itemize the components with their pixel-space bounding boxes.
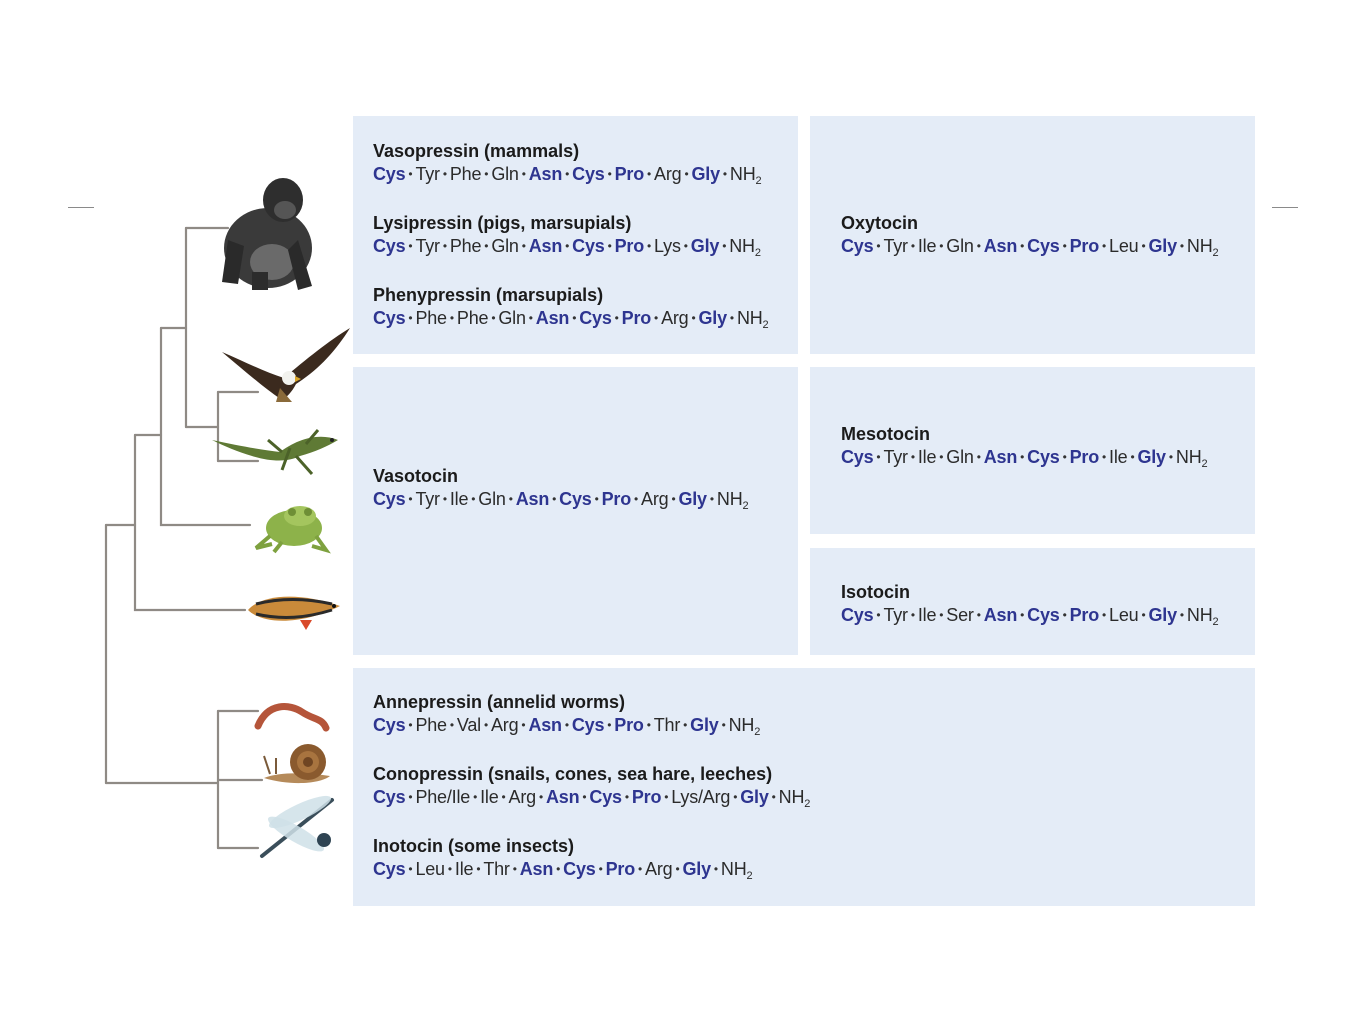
conserved-residue: Cys [1027, 236, 1060, 256]
residue-separator: • [691, 311, 696, 325]
residue-separator: • [521, 718, 526, 732]
lizard-icon [212, 430, 338, 474]
residue-separator: • [607, 167, 612, 181]
variable-residue: Arg [508, 787, 536, 807]
conserved-residue: Pro [631, 787, 662, 807]
residue-separator: • [646, 718, 651, 732]
amide-terminus: $NH_2$ [1186, 605, 1219, 628]
variable-residue: Val [456, 715, 481, 735]
residue-separator: • [713, 862, 718, 876]
residue-separator: • [876, 608, 881, 622]
variable-residue: Ile [449, 489, 469, 509]
conserved-residue: Gly [678, 489, 707, 509]
fish-icon [248, 597, 340, 630]
variable-residue: Ser [946, 605, 974, 625]
residue-separator: • [1130, 450, 1135, 464]
residue-separator: • [722, 239, 727, 253]
residue-separator: • [501, 790, 506, 804]
gorilla-icon [222, 178, 312, 290]
residue-separator: • [976, 239, 981, 253]
conserved-residue: Cys [579, 308, 612, 328]
residue-separator: • [442, 239, 447, 253]
residue-separator: • [521, 167, 526, 181]
conserved-residue: Cys [1027, 447, 1060, 467]
residue-separator: • [647, 167, 652, 181]
residue-separator: • [607, 239, 612, 253]
conserved-residue: Gly [1148, 236, 1177, 256]
variable-residue: Thr [483, 859, 510, 879]
residue-separator: • [647, 239, 652, 253]
dragonfly-icon [262, 790, 334, 857]
variable-residue: Ile [480, 787, 499, 807]
variable-residue: Ile [1109, 447, 1128, 467]
variable-residue: Arg [491, 715, 519, 735]
residue-separator: • [1062, 608, 1067, 622]
residue-separator: • [721, 718, 726, 732]
residue-separator: • [607, 718, 612, 732]
conserved-residue: Cys [373, 308, 406, 328]
residue-separator: • [709, 492, 714, 506]
residue-separator: • [473, 790, 478, 804]
residue-separator: • [512, 862, 517, 876]
residue-separator: • [675, 862, 680, 876]
amide-terminus: $NH_2$ [716, 489, 749, 512]
residue-separator: • [483, 718, 488, 732]
residue-separator: • [729, 311, 734, 325]
residue-separator: • [408, 790, 413, 804]
conserved-residue: Cys [373, 715, 406, 735]
conserved-residue: Gly [682, 859, 711, 879]
amide-terminus: $NH_2$ [729, 164, 762, 187]
conserved-residue: Gly [690, 715, 719, 735]
variable-residue: Phe [415, 308, 447, 328]
hormone-title: Oxytocin [841, 213, 919, 233]
residue-separator: • [1179, 608, 1184, 622]
residue-separator: • [939, 608, 944, 622]
residue-separator: • [552, 492, 557, 506]
residue-separator: • [484, 239, 489, 253]
variable-residue: Lys [654, 236, 681, 256]
residue-separator: • [1141, 239, 1146, 253]
conserved-residue: Cys [373, 489, 406, 509]
residue-separator: • [654, 311, 659, 325]
residue-separator: • [624, 790, 629, 804]
residue-separator: • [408, 239, 413, 253]
residue-separator: • [408, 718, 413, 732]
variable-residue: Gln [491, 236, 519, 256]
variable-residue: Ile [454, 859, 474, 879]
residue-separator: • [1062, 239, 1067, 253]
variable-residue: Thr [653, 715, 681, 735]
residue-separator: • [491, 311, 496, 325]
residue-separator: • [683, 239, 688, 253]
residue-separator: • [449, 311, 454, 325]
residue-separator: • [442, 492, 447, 506]
conserved-residue: Pro [1069, 447, 1099, 467]
amide-terminus: $NH_2$ [778, 787, 811, 810]
variable-residue: Leu [415, 859, 445, 879]
conserved-residue: Cys [559, 489, 592, 509]
conserved-residue: Cys [572, 236, 605, 256]
conserved-residue: Pro [621, 308, 652, 328]
residue-separator: • [1020, 239, 1025, 253]
hormone-title: Vasopressin (mammals) [373, 141, 580, 161]
residue-separator: • [408, 167, 413, 181]
residue-separator: • [484, 167, 489, 181]
conserved-residue: Cys [589, 787, 622, 807]
variable-residue: Gln [478, 489, 506, 509]
conserved-residue: Asn [519, 859, 554, 879]
residue-separator: • [449, 718, 454, 732]
residue-separator: • [408, 492, 413, 506]
variable-residue: Leu [1109, 236, 1139, 256]
residue-separator: • [939, 239, 944, 253]
variable-residue: Gln [946, 447, 974, 467]
variable-residue: Ile [917, 605, 937, 625]
residue-separator: • [408, 311, 413, 325]
residue-separator: • [910, 608, 915, 622]
residue-separator: • [614, 311, 619, 325]
conserved-residue: Asn [983, 236, 1018, 256]
conserved-residue: Cys [373, 164, 406, 184]
residue-separator: • [538, 790, 543, 804]
earthworm-icon [258, 707, 326, 728]
residue-separator: • [1168, 450, 1173, 464]
residue-separator: • [722, 167, 727, 181]
tree-branches [106, 228, 262, 848]
amide-terminus: $NH_2$ [1175, 447, 1208, 470]
conserved-residue: Cys [841, 447, 874, 467]
conserved-residue: Asn [528, 164, 563, 184]
conserved-residue: Gly [740, 787, 769, 807]
conserved-residue: Cys [1027, 605, 1060, 625]
conserved-residue: Pro [1069, 236, 1099, 256]
residue-separator: • [733, 790, 738, 804]
conserved-residue: Pro [614, 164, 645, 184]
hormone-title: Inotocin (some insects) [373, 836, 575, 856]
residue-separator: • [910, 450, 915, 464]
hormone-title: Phenypressin (marsupials) [373, 285, 604, 305]
variable-residue: Arg [645, 859, 673, 879]
hormone-title: Conopressin (snails, cones, sea hare, leeches) [373, 764, 773, 784]
conserved-residue: Gly [691, 164, 720, 184]
variable-residue: Tyr [883, 236, 908, 256]
conserved-residue: Asn [515, 489, 550, 509]
residue-separator: • [572, 311, 577, 325]
residue-separator: • [442, 167, 447, 181]
conserved-residue: Gly [698, 308, 727, 328]
residue-separator: • [664, 790, 669, 804]
conserved-residue: Asn [528, 236, 563, 256]
variable-residue: Tyr [415, 236, 440, 256]
residue-separator: • [976, 608, 981, 622]
snail-icon [264, 744, 330, 783]
residue-separator: • [565, 167, 570, 181]
amide-terminus: $NH_2$ [1186, 236, 1219, 259]
residue-separator: • [1141, 608, 1146, 622]
residue-separator: • [910, 239, 915, 253]
residue-separator: • [598, 862, 603, 876]
residue-separator: • [476, 862, 481, 876]
residue-separator: • [771, 790, 776, 804]
conserved-residue: Cys [571, 715, 605, 735]
variable-residue: Arg [641, 489, 669, 509]
variable-residue: Phe [456, 308, 489, 328]
hormone-title: Vasotocin [373, 466, 459, 486]
frog-icon [256, 506, 326, 552]
variable-residue: Arg [654, 164, 682, 184]
hormone-title: Lysipressin (pigs, marsupials) [373, 213, 632, 233]
conserved-residue: Asn [983, 447, 1018, 467]
variable-residue: Arg [661, 308, 689, 328]
variable-residue: Tyr [415, 164, 440, 184]
conserved-residue: Pro [1069, 605, 1099, 625]
residue-separator: • [939, 450, 944, 464]
variable-residue: Phe [415, 715, 447, 735]
amide-terminus: $NH_2$ [736, 308, 769, 331]
variable-residue: Gln [491, 164, 519, 184]
conserved-residue: Asn [528, 715, 562, 735]
residue-separator: • [582, 790, 587, 804]
residue-separator: • [671, 492, 676, 506]
conserved-residue: Cys [373, 236, 406, 256]
conserved-residue: Cys [841, 236, 874, 256]
residue-separator: • [521, 239, 526, 253]
residue-separator: • [638, 862, 643, 876]
conserved-residue: Cys [841, 605, 874, 625]
residue-separator: • [976, 450, 981, 464]
residue-separator: • [508, 492, 513, 506]
variable-residue: Phe [449, 164, 482, 184]
residue-separator: • [1102, 450, 1107, 464]
residue-separator: • [634, 492, 639, 506]
conserved-residue: Asn [545, 787, 580, 807]
hormone-title: Isotocin [841, 582, 911, 602]
conserved-residue: Asn [983, 605, 1018, 625]
conserved-residue: Cys [572, 164, 605, 184]
variable-residue: Ile [917, 236, 937, 256]
variable-residue: Lys/Arg [671, 787, 731, 807]
variable-residue: Phe/Ile [415, 787, 471, 807]
variable-residue: Tyr [883, 605, 908, 625]
conserved-residue: Gly [690, 236, 720, 256]
residue-separator: • [528, 311, 533, 325]
residue-separator: • [1020, 608, 1025, 622]
variable-residue: Phe [449, 236, 482, 256]
variable-residue: Tyr [883, 447, 908, 467]
conserved-residue: Pro [614, 236, 645, 256]
conserved-residue: Asn [535, 308, 570, 328]
conserved-residue: Cys [563, 859, 596, 879]
residue-separator: • [447, 862, 452, 876]
residue-separator: • [683, 718, 688, 732]
residue-separator: • [564, 718, 569, 732]
conserved-residue: Cys [373, 859, 406, 879]
residue-separator: • [876, 450, 881, 464]
variable-residue: Gln [946, 236, 974, 256]
residue-separator: • [876, 239, 881, 253]
conserved-residue: Gly [1137, 447, 1166, 467]
hormone-title: Mesotocin [841, 424, 931, 444]
residue-separator: • [1062, 450, 1067, 464]
residue-separator: • [1102, 239, 1107, 253]
conserved-residue: Cys [373, 787, 406, 807]
residue-separator: • [471, 492, 476, 506]
residue-separator: • [565, 239, 570, 253]
amide-terminus: $NH_2$ [728, 715, 761, 738]
residue-separator: • [1179, 239, 1184, 253]
amide-terminus: $NH_2$ [720, 859, 753, 882]
variable-residue: Leu [1109, 605, 1139, 625]
residue-separator: • [1102, 608, 1107, 622]
conserved-residue: Pro [614, 715, 644, 735]
conserved-residue: Pro [601, 489, 631, 509]
residue-separator: • [594, 492, 599, 506]
hormone-title: Annepressin (annelid worms) [373, 692, 626, 712]
variable-residue: Tyr [415, 489, 440, 509]
variable-residue: Ile [917, 447, 937, 467]
residue-separator: • [1020, 450, 1025, 464]
amide-terminus: $NH_2$ [729, 236, 761, 259]
residue-separator: • [408, 862, 413, 876]
residue-separator: • [684, 167, 689, 181]
conserved-residue: Gly [1148, 605, 1177, 625]
conserved-residue: Pro [605, 859, 636, 879]
variable-residue: Gln [498, 308, 526, 328]
residue-separator: • [556, 862, 561, 876]
